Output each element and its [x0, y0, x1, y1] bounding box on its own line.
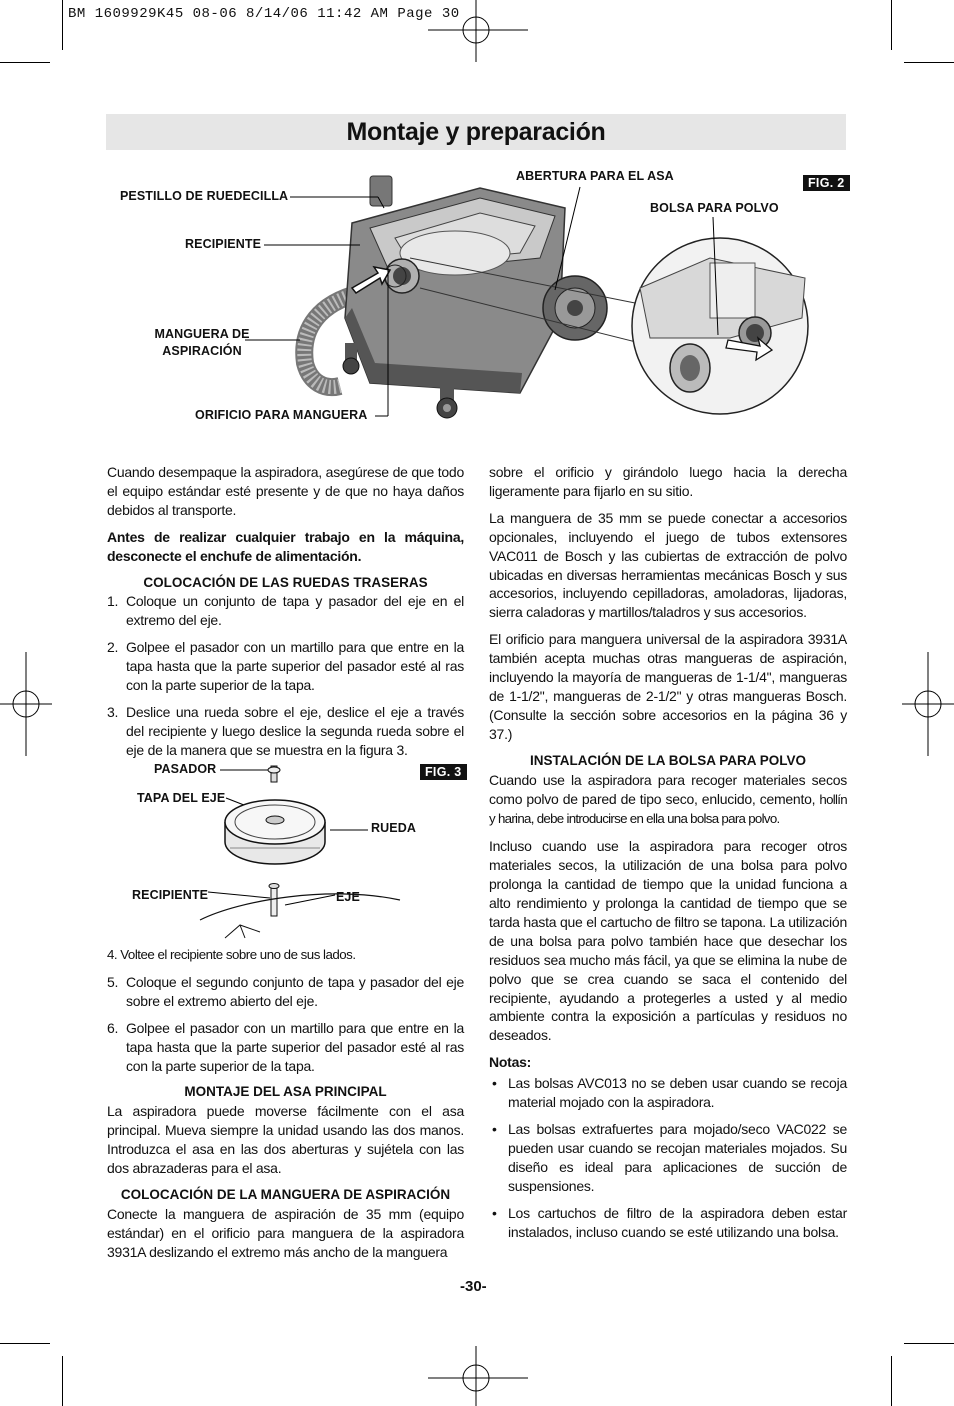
label-container-fig3: RECIPIENTE: [132, 888, 209, 902]
note-item: • Las bolsas extrafuertes para mojado/seco VAC022 se pueden usar cuando se recojan materiales mojados. Su diseño es ideal para aplicaciones de succión de suspensiones.: [492, 1121, 847, 1194]
heading-suction-hose: COLOCACIÓN DE LA MANGUERA DE ASPIRACIÓN: [120, 1186, 451, 1202]
heading-rear-wheels: COLOCACIÓN DE LAS RUEDAS TRASERAS: [143, 574, 428, 590]
label-wheel: RUEDA: [371, 821, 416, 835]
fig-2-tag: FIG. 2: [803, 175, 850, 191]
notes-heading: Notas:: [489, 1054, 532, 1071]
step-4: 4. Voltee el recipiente sobre uno de sus lados.: [107, 947, 356, 962]
label-pin: PASADOR: [154, 762, 217, 776]
fig-2-leader-lines: [0, 0, 954, 440]
notes-list: [489, 1074, 847, 1241]
heading-dust-bag: INSTALACIÓN DE LA BOLSA PARA POLVO: [530, 752, 806, 768]
left-column: [107, 463, 464, 768]
left-column-continued: [107, 946, 464, 1270]
registration-mark-right: [902, 652, 954, 756]
accessories-paragraph: La manguera de 35 mm se puede conectar a accesorios opcionales, incluyendo el juego de tubos extensores VAC011 de Bosch y las cubiertas de extracción de polvo ubicadas en diversas herramientas mecánicas Bosch y sus accesorios, incluyendo cepilladoras, amoladoras, lijadoras, sierra caladoras y martillos/taladros y sus accesorios.: [489, 509, 847, 621]
label-suction-hose: MANGUERA DE ASPIRACIÓN: [154, 327, 250, 358]
universal-port-paragraph: El orificio para manguera universal de la aspiradora 3931A también acepta muchas otras mangueras de aspiración, incluyendo la mayoría de mangueras de 1-1/4", mangueras de 1-1/2", mangueras de 2-1/2" y otras mangueras Bosch. (Consulte la sección sobre accesorios en la página 36 y 37.): [489, 631, 847, 742]
label-container: RECIPIENTE: [185, 237, 262, 251]
right-column: [489, 463, 847, 1249]
label-hose-port: ORIFICIO PARA MANGUERA: [195, 408, 368, 422]
dust-bag-paragraph-1: Cuando use la aspiradora para recoger materiales secos como polvo de pared de tipo seco, enlucido, cemento, hollín y harina, debe introducirse en ella una bolsa para polvo.: [489, 771, 847, 827]
dust-bag-paragraph-2: Incluso cuando use la aspiradora para recoger otros materiales secos, la utilización de una bolsa para polvo prolonga la cantidad de tiempo que la unidad funciona a alto rendimiento y prolonga la cantidad de tiempo que se tarda hasta que el cartucho de filtro se tapona. La utilización de una bolsa para polvo también hace que desechar los residuos sea mucho más fácil, ya que se elimina la nube de polvo que se crea cuando se saca el contenido del recipiente, ayudando a protegerles a usted y al medio ambiente contra la exposición a partículas y residuos no deseados.: [489, 838, 847, 1044]
printer-slug: BM 1609929K45 08-06 8/14/06 11:42 AM Page 30: [68, 6, 460, 22]
heading-main-handle: MONTAJE DEL ASA PRINCIPAL: [184, 1084, 387, 1100]
steps-list-b: [107, 973, 464, 1076]
registration-mark-left: [0, 652, 52, 756]
hose-paragraph-continued: sobre el orificio y girándolo luego hacia la derecha ligeramente para fijarlo en su sitio.: [489, 464, 847, 499]
page-title: Montaje y preparación: [346, 118, 606, 146]
note-item: • Los cartuchos de filtro de la aspiradora deben estar instalados, incluso cuando se esté utilizando una bolsa.: [492, 1204, 847, 1240]
warning-paragraph: Antes de realizar cualquier trabajo en la máquina, desconecte el enchufe de alimentación.: [107, 528, 464, 564]
label-dust-bag: BOLSA PARA POLVO: [650, 201, 779, 215]
fig-3-tag: FIG. 3: [420, 764, 467, 780]
registration-mark-bottom: [428, 1346, 528, 1406]
intro-paragraph: Cuando desempaque la aspiradora, asegúrese de que todo el equipo estándar esté presente y de que no haya daños debidos al transporte.: [107, 464, 464, 518]
handle-paragraph: La aspiradora puede moverse fácilmente con el asa principal. Mueva siempre la unidad usando las dos manos. Introduzca el asa en las dos aberturas y sujétela con las dos abrazaderas para el asa.: [107, 1103, 464, 1177]
label-axle: EJE: [336, 890, 360, 904]
label-handle-opening: ABERTURA PARA EL ASA: [516, 169, 674, 183]
step-item: 1. Coloque un conjunto de tapa y pasador del eje en el extremo del eje.: [107, 593, 464, 629]
page-number: -30-: [460, 1278, 487, 1295]
label-caster-latch: PESTILLO DE RUEDECILLA: [120, 189, 289, 203]
step-item: 5. Coloque el segundo conjunto de tapa y pasador del eje sobre el extremo abierto del eje.: [107, 973, 464, 1009]
label-axle-cap: TAPA DEL EJE: [137, 791, 226, 805]
steps-list-a: [107, 592, 464, 759]
hose-paragraph: Conecte la manguera de aspiración de 35 mm (equipo estándar) en el orificio para manguera de la aspiradora 3931A deslizando el extremo más ancho de la manguera: [107, 1205, 464, 1260]
step-item: 3. Deslice una rueda sobre el eje, deslice el eje a través del recipiente y luego deslice la segunda rueda sobre el eje de la manera que se muestra en la figura 3.: [107, 703, 464, 758]
step-item: 2. Golpee el pasador con un martillo para que entre en la tapa hasta que la parte superior del pasador esté al ras con la parte superior de la tapa.: [107, 639, 464, 694]
step-item: 6. Golpee el pasador con un martillo para que entre en la tapa hasta que la parte superior del pasador esté al ras con la parte superior de la tapa.: [107, 1019, 464, 1074]
note-item: • Las bolsas AVC013 no se deben usar cuando se recoja material mojado con la aspiradora.: [492, 1075, 847, 1111]
wheel-assembly-illustration: [130, 760, 430, 945]
